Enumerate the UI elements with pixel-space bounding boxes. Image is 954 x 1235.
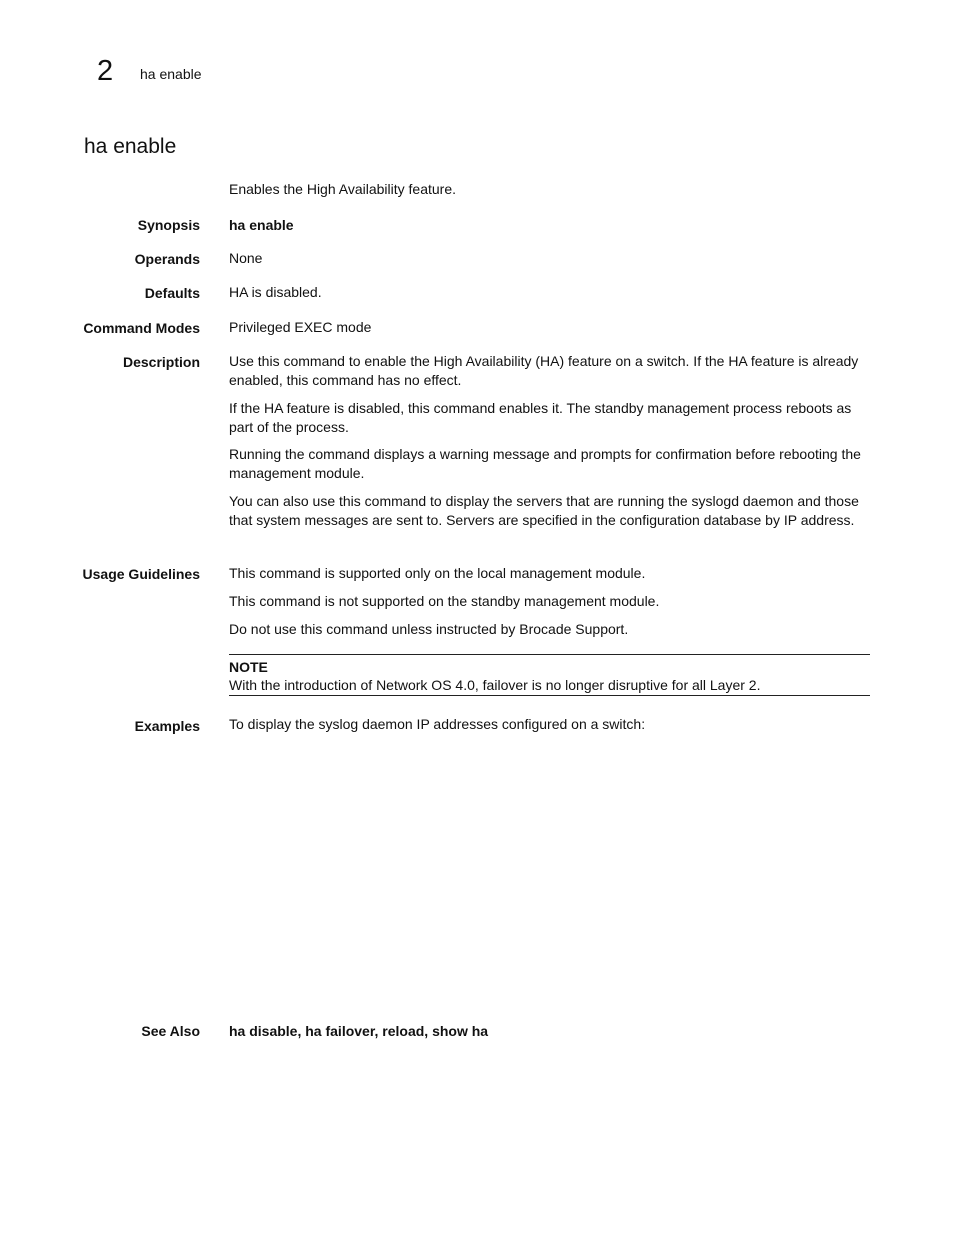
note-label: NOTE bbox=[229, 659, 268, 675]
usage-guidelines-label: Usage Guidelines bbox=[82, 566, 200, 582]
command-modes-text: Privileged EXEC mode bbox=[229, 319, 372, 335]
defaults-label: Defaults bbox=[144, 285, 200, 301]
synopsis-text: ha enable bbox=[229, 217, 294, 233]
description-label: Description bbox=[122, 354, 200, 370]
synopsis-label: Synopsis bbox=[137, 217, 200, 233]
chapter-number: 2 bbox=[97, 55, 114, 87]
examples-label: Examples bbox=[134, 718, 200, 734]
description-paragraph-3: Running the command displays a warning message and prompts for confirmation before rebooting the management module. bbox=[229, 446, 861, 481]
description-paragraph-1: Use this command to enable the High Availability (HA) feature on a switch. If the HA feature is already enabled, this command has no effect. bbox=[229, 353, 859, 388]
usage-paragraph-3: Do not use this command unless instructed by Brocade Support. bbox=[229, 621, 629, 637]
note-text: With the introduction of Network OS 4.0, failover is no longer disruptive for all Layer 2. bbox=[229, 677, 761, 693]
operands-text: None bbox=[229, 250, 263, 266]
see-also-label: See Also bbox=[141, 1023, 200, 1039]
note-box bbox=[229, 654, 870, 696]
defaults-text: HA is disabled. bbox=[229, 284, 322, 300]
operands-label: Operands bbox=[134, 251, 200, 267]
command-modes-label: Command Modes bbox=[83, 320, 200, 336]
description-paragraph-4: You can also use this command to display the servers that are running the syslogd daemon and those that system messages are sent to. Servers are specified in the configuration database by IP address. bbox=[229, 493, 859, 528]
examples-text: To display the syslog daemon IP addresses configured on a switch: bbox=[229, 716, 646, 732]
usage-paragraph-1: This command is supported only on the local management module. bbox=[229, 565, 646, 581]
usage-paragraph-2: This command is not supported on the standby management module. bbox=[229, 593, 660, 609]
description-paragraph-2: If the HA feature is disabled, this command enables it. The standby management process reboots as part of the process. bbox=[229, 400, 852, 435]
page-title: ha enable bbox=[84, 135, 177, 158]
summary-text: Enables the High Availability feature. bbox=[229, 181, 456, 197]
see-also-text: ha disable, ha failover, reload, show ha bbox=[229, 1023, 489, 1039]
running-head: ha enable bbox=[140, 66, 202, 82]
